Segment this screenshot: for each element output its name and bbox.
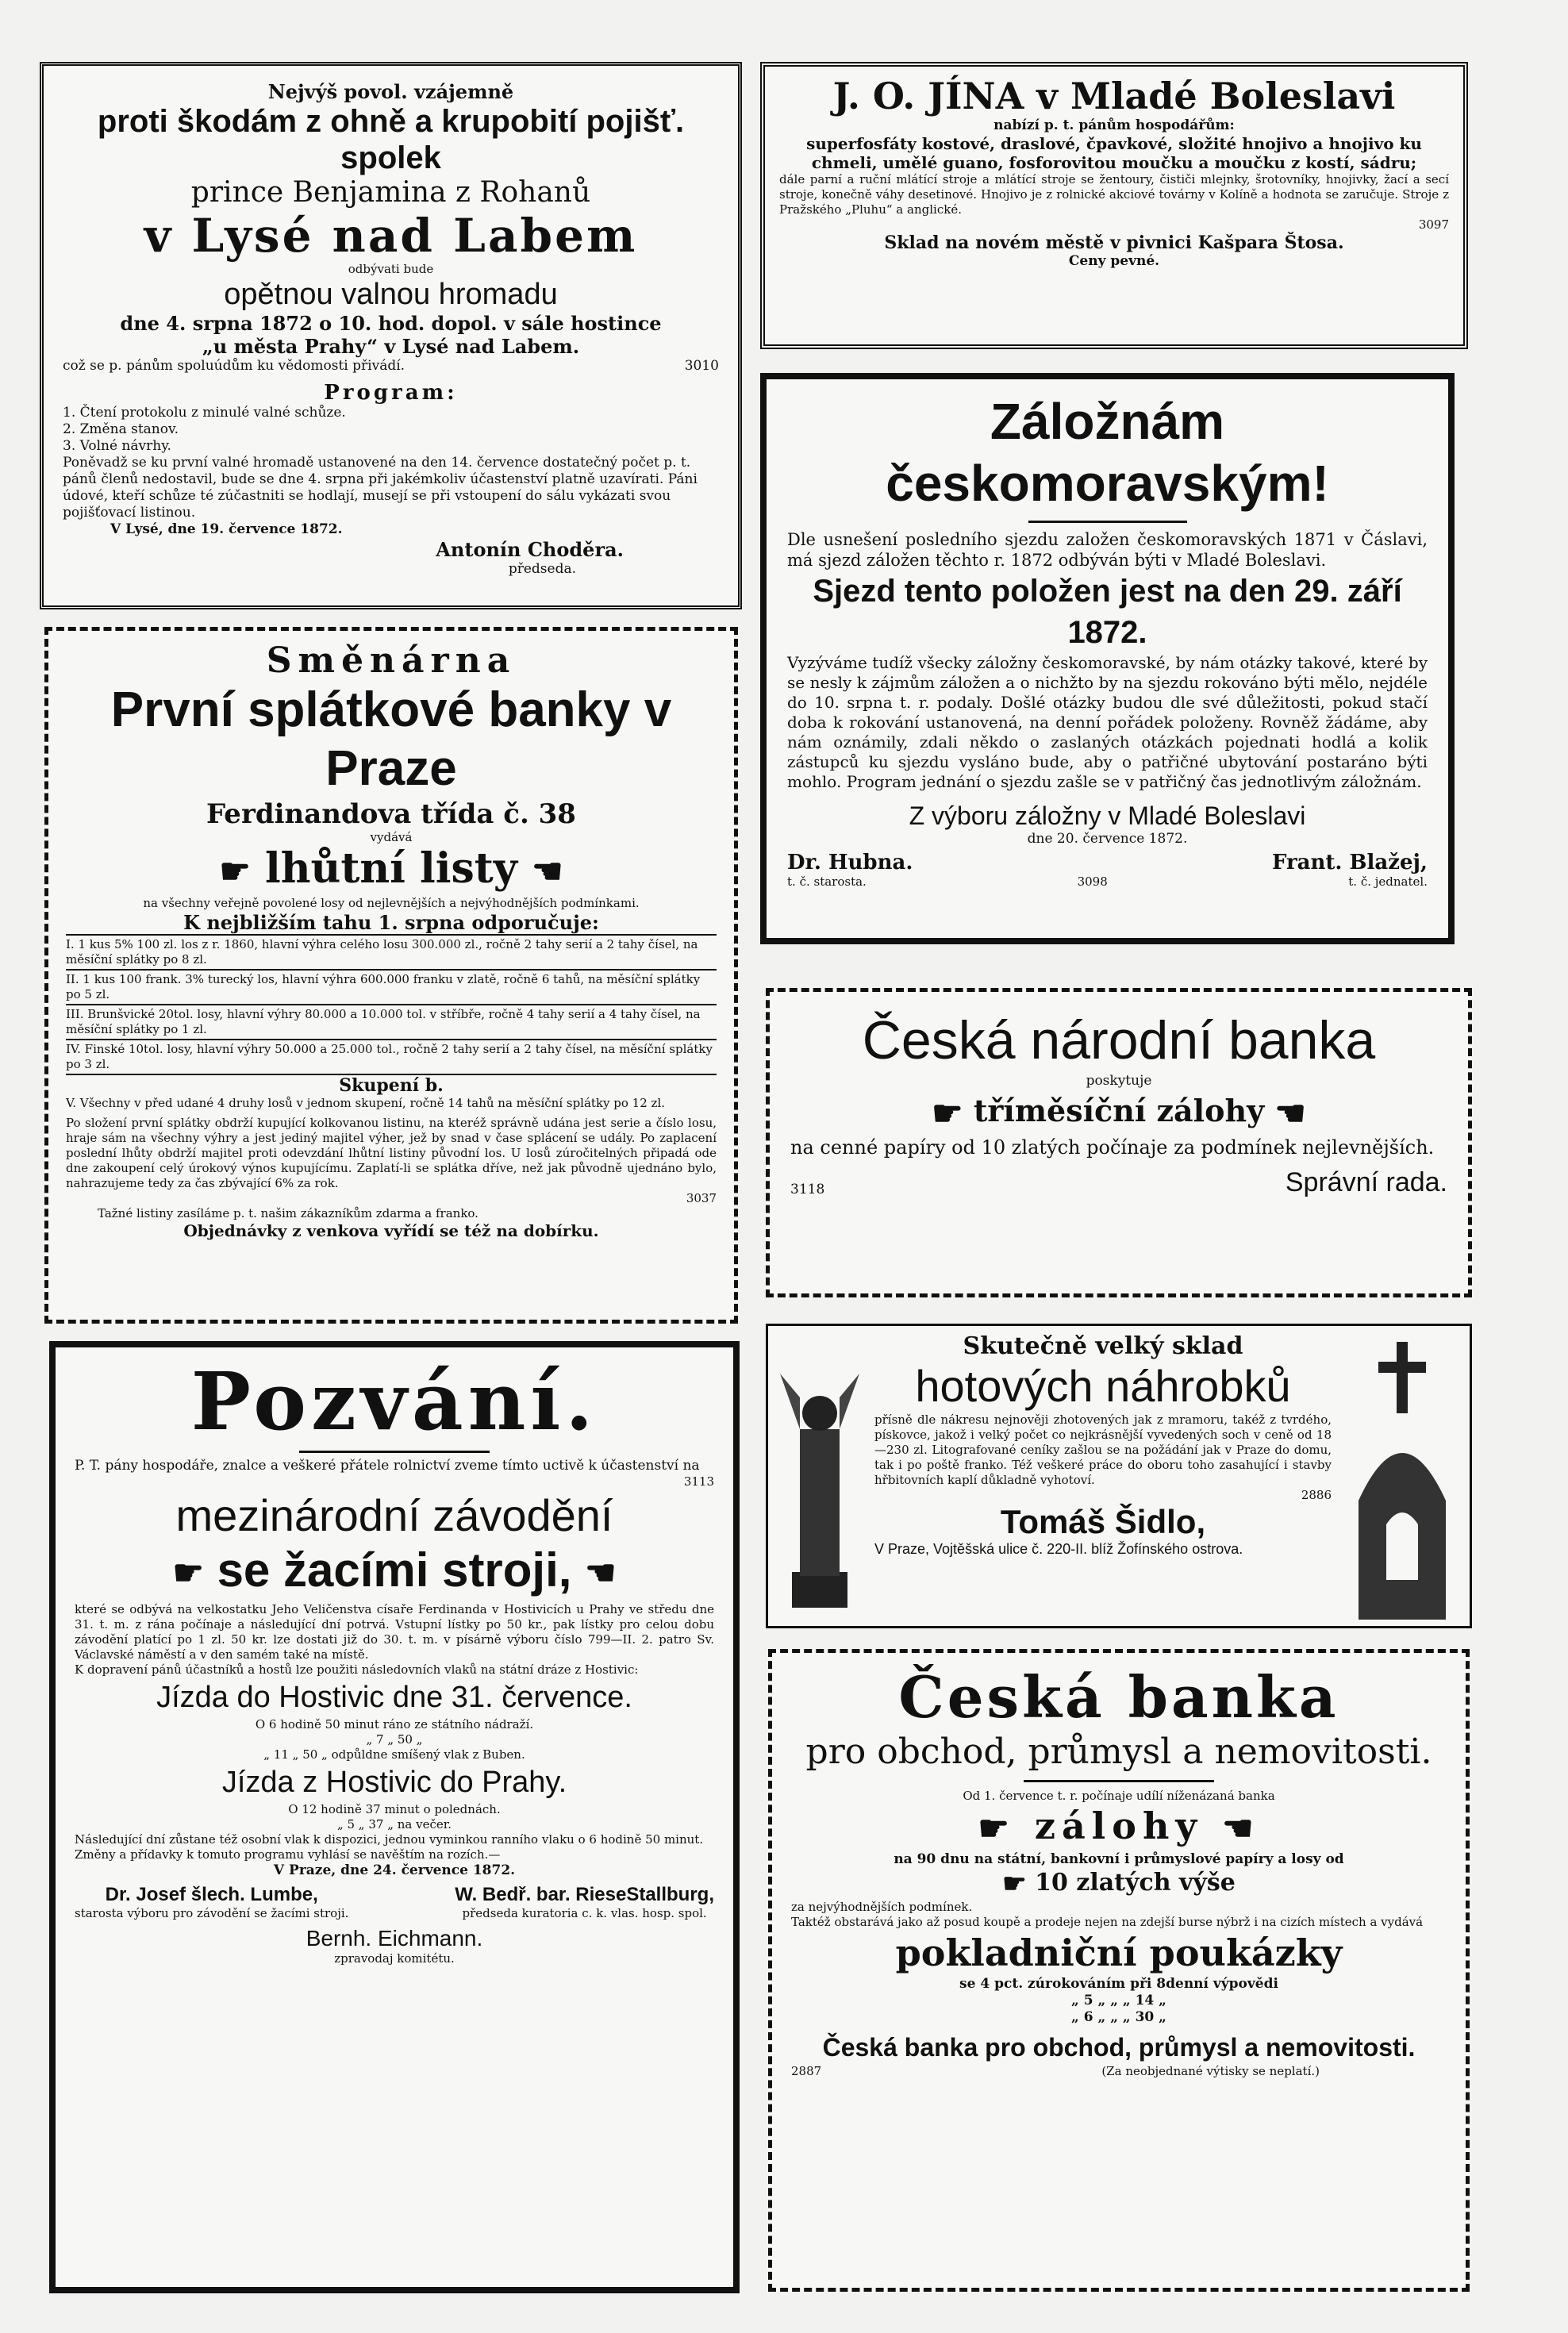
ad5-l2: poskytuje xyxy=(1086,1073,1152,1089)
ad6-p1: P. T. pány hospodáře, znalce a veškeré přátele rolnictví zveme tímto uctivě k účastenství na xyxy=(75,1458,700,1474)
ad1-line6: opětnou valnou hromadu xyxy=(224,278,558,311)
ad4-item: II. 1 kus 100 frank. 3% turecký los, hlavní výhra 600.000 franku v zlatě, ročně 6 tahů, na měsíční splátky po 5 zl. xyxy=(66,970,717,1005)
ad-ceska-banka xyxy=(768,1649,1470,2292)
angel-statue-icon xyxy=(776,1342,863,1612)
ad1-line3: prince Benjamina z Rohanů xyxy=(190,176,591,209)
ad8-l7: za nejvýhodnějších podmínek. xyxy=(791,1900,973,1914)
ad7-addr: V Praze, Vojtěšská ulice č. 220-II. blíž Žofínského ostrova. xyxy=(874,1541,1243,1557)
ad7-num: 2886 xyxy=(1301,1488,1332,1502)
ad1-program-2: 2. Změna stanov. xyxy=(63,421,179,437)
ad6-p2: které se odbývá na velkostatku Jeho Veličenstva císaře Ferdinanda v Hostivicích u Prahy ve středu dne 31. t. m. z rána počínaje a následující dní potrvá. Vstupní lístky po 50 kr., pak lístky pro celou dobu závodění platící po 1 zl. 50 kr. lze dostati již do 30. t. m. v písárně výboru číslo 799—II. 2. patro Sv. Václavské náměstí a v den samém také na místě. xyxy=(75,1602,714,1662)
ad5-title: Česká národní banka xyxy=(862,1010,1376,1070)
ad5-sig: Správní rada. xyxy=(1285,1166,1447,1197)
ad8-l2: pro obchod, průmysl a nemovitosti. xyxy=(805,1731,1432,1772)
ad8-l3: Od 1. července t. r. počínaje udílí níženázaná banka xyxy=(963,1789,1275,1803)
ad5-l3: tříměsíční zálohy xyxy=(973,1093,1265,1128)
ad8-divider xyxy=(1024,1780,1214,1782)
pointing-hand-right-icon: ☛ xyxy=(172,1554,204,1593)
ad6-p4: Následující dní zůstane též osobní vlak k dispozici, jednou vyminkou ranního vlaku o 6 hodině 50 minut. xyxy=(75,1832,704,1847)
ad6-s2-role: předseda kuratoria c. k. vlas. hosp. spol. xyxy=(462,1906,707,1921)
ad4-item: IV. Finské 10tol. losy, hlavní výhry 50.000 a 25.000 tol., ročně 2 tahy serií a 2 tahy čísel, na měsíční splátky po 3 zl. xyxy=(66,1040,717,1075)
ad3-headline: Sjezd tento položen jest na den 29. září 1872. xyxy=(813,574,1402,650)
ad4-item: I. 1 kus 5% 100 zl. los z r. 1860, hlavní výhra celého losu 300.000 zl., ročně 2 tahy serií a 2 tahy čísel, na měsíční splátky po 8 zl. xyxy=(66,936,717,970)
ad8-l14: (Za neobjednané výtisky se neplatí.) xyxy=(1101,2064,1320,2078)
ad4-l7: K nejbližším tahu 1. srpna odporučuje: xyxy=(183,910,599,934)
pointing-hand-left-icon: ☚ xyxy=(1222,1808,1260,1849)
pointing-hand-right-icon: ☛ xyxy=(1002,1868,1027,1900)
ad7-l1: Skutečně velký sklad xyxy=(963,1332,1243,1360)
ad6-h2: se žacími stroji, xyxy=(217,1543,572,1597)
ad6-t3: „ 11 „ 50 „ odpůldne smíšený vlak z Buben. xyxy=(263,1747,525,1762)
ad1-line5: odbývati bude xyxy=(348,262,434,276)
pointing-hand-right-icon: ☛ xyxy=(978,1808,1016,1849)
ad6-p5: Změny a přídavky k tomuto programu vyhlásí se navěštím na rozích.— xyxy=(75,1847,501,1862)
ad-nahrobky xyxy=(766,1324,1472,1628)
ad8-l13: Česká banka pro obchod, průmysl a nemovitosti. xyxy=(822,2033,1416,2062)
ad2-l5: Sklad na novém městě v pivnici Kašpara Štosa. xyxy=(884,233,1344,253)
pointing-hand-left-icon: ☚ xyxy=(585,1554,617,1593)
ad1-notice: což se p. pánům spoluúdům ku vědomosti přivádí. xyxy=(63,358,405,374)
ad6-t4: O 12 hodině 37 minut o polednách. xyxy=(288,1802,501,1817)
ad8-l12: „ 6 „ „ „ 30 „ xyxy=(1071,2009,1166,2025)
ad2-num: 3097 xyxy=(1418,217,1449,232)
ad6-s2: W. Bedř. bar. RieseStallburg, xyxy=(455,1884,714,1906)
tomb-cross-icon xyxy=(1343,1342,1462,1620)
ad2-l3: superfosfáty kostové, draslové, čpavkové, složité hnojivo a hnojivo ku chmeli, umělé guano, fosforovitou moučku a moučku z kostí, sádru; xyxy=(806,134,1422,172)
ad8-title: Česká banka xyxy=(898,1663,1339,1731)
ad8-l10: se 4 pct. zúrokováním při 8denní výpovědi xyxy=(959,1976,1278,1992)
ad1-program-3: 3. Volné návrhy. xyxy=(63,438,171,454)
pointing-hand-left-icon: ☚ xyxy=(532,851,563,892)
ad6-s1: Dr. Josef šlech. Lumbe, xyxy=(105,1884,318,1906)
ad3-date: dne 20. července 1872. xyxy=(1027,831,1188,847)
ad6-t1: O 6 hodině 50 minut ráno ze státního nádraží. xyxy=(255,1717,534,1732)
ad6-s3-role: zpravodaj komitétu. xyxy=(334,1951,455,1966)
ad6-t5: „ 5 „ 37 „ na večer. xyxy=(336,1817,452,1832)
ad3-title: Záložnám českomoravským! xyxy=(886,393,1329,512)
ad8-l11: „ 5 „ „ „ 14 „ xyxy=(1071,1993,1166,2008)
ad-jina-fertilizer xyxy=(760,62,1468,349)
ad1-venue: „u města Prahy“ v Lysé nad Labem. xyxy=(202,335,580,358)
ad1-line1: Nejvýš povol. vzájemně xyxy=(267,80,514,103)
ad1-program-title: Program: xyxy=(324,381,458,405)
ad5-num: 3118 xyxy=(790,1181,825,1197)
ad4-item: III. Brunšvické 20tol. losy, hlavní výhry 80.000 a 10.000 tol. v stříbře, ročně 4 tahy serií a 4 tahy čísel, na měsíční splátky po 1 zl. xyxy=(66,1005,717,1040)
ad6-title: Pozvání. xyxy=(190,1355,598,1448)
ad4-l4: vydává xyxy=(370,830,413,844)
ad6-h3: Jízda do Hostivic dne 31. července. xyxy=(156,1681,632,1715)
ad6-h1: mezinárodní závodění xyxy=(175,1490,613,1540)
ad1-body: Poněvadž se ku první valné hromadě ustanovené na den 14. července dostatečný počet p. t. pánů členů nedostavil, bude se dne 4. srpna při jakémkoliv účastenství platně uzavírati. Páni údové, kteří schůze té zúčastniti se hodlají, musejí se při vstoupení do sálu vykázati svou pojišťovací listinou. xyxy=(63,455,698,521)
ad1-program-1: 1. Čtení protokolu z minulé valné schůze. xyxy=(63,405,346,421)
ad4-group-text: V. Všechny v před udané 4 druhy losů v jednom skupení, ročně 14 tahů na měsíční splátky po 12 zl. xyxy=(66,1095,666,1110)
ad6-s3: Bernh. Eichmann. xyxy=(306,1926,483,1951)
ad8-l8: Taktéž obstarává jako až posud koupě a prodeje nejen na zdejší burse nýbrž i na cizích místech a vydává xyxy=(791,1915,1424,1929)
ad-insurance-meeting xyxy=(40,62,742,609)
ad7-name: Tomáš Šidlo, xyxy=(1000,1503,1206,1540)
ad2-l6: Ceny pevné. xyxy=(1068,253,1160,269)
ad4-title: První splátkové banky v Praze xyxy=(110,682,672,796)
ad8-l5: na 90 dnu na státní, bankovní i průmyslové papíry a losy od xyxy=(894,1851,1344,1867)
pointing-hand-left-icon: ☚ xyxy=(1274,1093,1306,1134)
ad3-sig1: Dr. Hubna. xyxy=(787,851,913,874)
ad1-dated: V Lysé, dne 19. července 1872. xyxy=(110,521,343,537)
ad4-num: 3037 xyxy=(686,1190,717,1205)
ad4-l10: Objednávky z venkova vyřídí se též na dobírku. xyxy=(183,1220,599,1240)
ad2-title: J. O. JÍNA v Mladé Boleslavi xyxy=(832,75,1396,117)
ad2-l4: dále parní a ruční mlátící stroje a mlátící stroje se žentoury, čističi mlejnky, šrotovníky, hnojivky, žací a secí stroje, konečně váhy desetinové. Hnojivo je z rolnické akciové továrny v Kolíně a hodnota se zaručuje. Stroje z Pražského „Pluhu“ a anglické. xyxy=(779,172,1449,217)
ad3-divider xyxy=(1028,521,1187,523)
ad5-l4: na cenné papíry od 10 zlatých počínaje za podmínek nejlevnějších. xyxy=(790,1136,1435,1159)
ad1-date: dne 4. srpna 1872 o 10. hod. dopol. v sále hostince xyxy=(120,312,662,335)
ad6-s1-role: starosta výboru pro závodění se žacími stroji. xyxy=(75,1906,349,1921)
ad7-body: přísně dle nákresu nejnověji zhotovených jak z mramoru, takéž z tvrdého, pískovce, jakož i velký počet co nejkrásnější vyvedených soch v ceně od 18—230 zl. Litografované ceníky zašlou se na požádání jak v Praze do domu, tak i po poště franko. Též veškeré práce do oboru toho zasahující i stavby hřbitovních kaplí důkladně vyhotoví. xyxy=(874,1412,1332,1487)
ad8-l4: zálohy xyxy=(1034,1805,1204,1847)
ad6-p3: K dopravení pánů účastníků a hostů lze použiti následovních vlaků na státní dráze z Hostivic: xyxy=(75,1662,639,1678)
ad3-num: 3098 xyxy=(1077,874,1108,889)
pointing-hand-right-icon: ☛ xyxy=(219,851,251,892)
ad3-sig1-role: t. č. starosta. xyxy=(787,874,867,889)
ad4-addr: Ferdinandova třída č. 38 xyxy=(206,798,576,830)
ad-narodni-banka xyxy=(766,988,1472,1297)
ad7-title: hotových náhrobků xyxy=(915,1361,1291,1411)
ad1-place: v Lysé nad Labem xyxy=(144,209,638,263)
ad8-l6: 10 zlatých výše xyxy=(1035,1869,1236,1897)
ad1-num: 3010 xyxy=(684,358,719,374)
ad3-sig2: Frant. Blažej, xyxy=(1271,851,1428,874)
ad-smenarna xyxy=(44,627,738,1324)
ad3-p1: Dle usnešení posledního sjezdu založen českomoravských 1871 v Čáslavi, má sjezd záložen těchto r. 1872 odbýván býti v Mladé Boleslavi. xyxy=(787,530,1428,570)
ad6-h4: Jízda z Hostivic do Prahy. xyxy=(221,1766,567,1800)
ad4-group: Skupení b. xyxy=(339,1074,444,1096)
ad4-l5: lhůtní listy xyxy=(264,844,518,893)
ad1-title: proti škodám z ohně a krupobití pojišť. spolek xyxy=(97,104,685,175)
ad4-l6: na všechny veřejně povolené losy od nejlevnějších a nejvýhodnějších podmínkami. xyxy=(143,895,640,910)
pointing-hand-right-icon: ☛ xyxy=(932,1093,963,1134)
ad6-t2: „ 7 „ 50 „ xyxy=(366,1732,423,1747)
ad2-l2: nabízí p. t. pánům hospodářům: xyxy=(993,117,1235,133)
ad8-num: 2887 xyxy=(791,2064,822,2078)
ad6-num: 3113 xyxy=(683,1474,714,1489)
ad6-dated: V Praze, dne 24. července 1872. xyxy=(273,1862,516,1879)
ad6-divider xyxy=(299,1451,490,1453)
ad-zalozny xyxy=(760,373,1455,944)
ad3-from: Z výboru záložny v Mladé Boleslavi xyxy=(909,801,1306,830)
ad1-signer: Antonín Choděra. xyxy=(436,538,624,561)
ad4-body: Po složení první splátky obdrží kupující kolkovanou listinu, na kteréž správně udána jest serie a číslo losu, hraje sám na všechny výhry a jest jediný majitel výher, jež by snad v čase splácení se udály. Po zaplacení poslední lhůty obdrží majitel proti odevzdání lhůtní listiny původní los. U losů zúročitelných připadá ode dne zakoupení celý úrokový výnos kupujícímu. Zaplatí-li se splátka dříve, než jak původně ujednáno bylo, nahrazujeme tedy za čas zbývající 6% za rok. xyxy=(66,1115,717,1190)
ad3-p2: Vyzýváme tudíž všecky záložny českomoravské, by nám otázky takové, které by se nesly k zájmům záložen a o nichžto by na sjezdu rokováno býti mělo, nejdéle do 10. srpna t. r. podaly. Došlé otázky budou dle své důležitosti, pokud stačí doba k rokování ustanovená, na denní pořádek položeny. Rovněž žádáme, aby nám oznámily, zdali někdo o zaslaných otázkách pojednati hodlá a kolik zástupců ku sjezdu vysláno bude, aby o patřičné ubytování postaráno býti mohlo. Program jednání o sjezdu zašle se v patřičný čas jednotlivým záložnám. xyxy=(787,653,1428,791)
ad-pozvani xyxy=(49,1341,740,2293)
ad1-role: předseda. xyxy=(508,561,576,577)
ad4-l1: Směnárna xyxy=(266,640,517,681)
ad3-sig2-role: t. č. jednatel. xyxy=(1348,874,1428,889)
ad4-l9: Tažné listiny zasíláme p. t. našim zákazníkům zdarma a franko. xyxy=(98,1205,478,1220)
ad8-l9: pokladniční poukázky xyxy=(895,1931,1343,1974)
